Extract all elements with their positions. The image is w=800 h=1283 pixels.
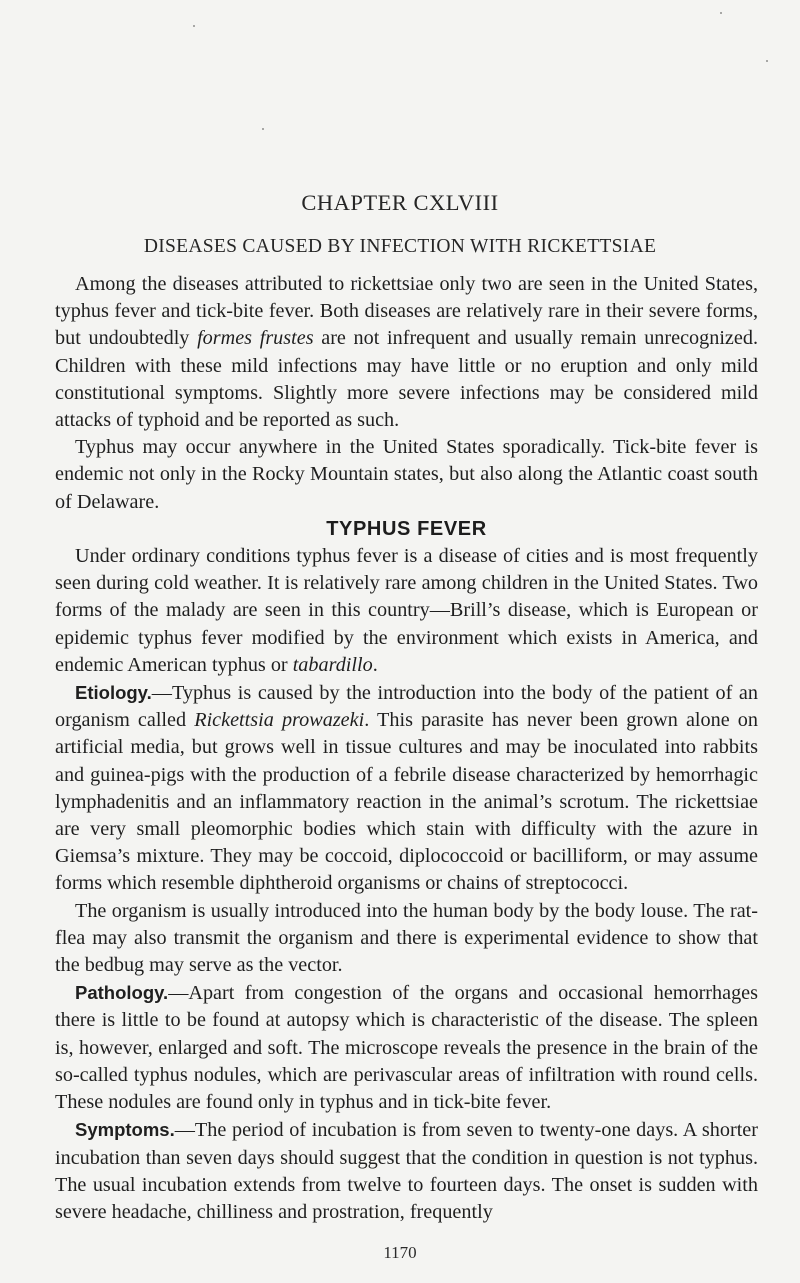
- section-heading: TYPHUS FEVER: [326, 517, 487, 540]
- chapter-number: CHAPTER CXLVIII: [301, 190, 499, 215]
- paragraph: Typhus may occur anywhere in the United States sporadically. Tick-bite fever is endemic not only in the Rocky Mountain states, but also along the Atlantic coast south of Delaware.: [55, 436, 758, 513]
- runin-heading: Pathology.: [75, 982, 169, 1004]
- page-speck: [720, 12, 722, 14]
- runin-heading: Symptoms.: [75, 1119, 175, 1141]
- page-speck: [193, 25, 195, 27]
- page-number: 1170: [383, 1243, 417, 1262]
- body-text: [55, 271, 758, 1226]
- paragraph-symptoms: Symptoms.—The period of incubation is from seven to twenty-one days. A shorter incubation than seven days should suggest that the condition in question is not typhus. The usual incubation extends from twelve to fourteen days. The onset is sudden with severe headache, chilliness and prostration, frequently: [55, 1119, 758, 1223]
- paragraph: The organism is usually introduced into the human body by the body louse. The rat-flea may also transmit the organism and there is experimental evidence to show that the bedbug may serve as the vector.: [55, 899, 758, 977]
- paragraph: Among the diseases attributed to rickettsiae only two are seen in the United States, typhus fever and tick-bite fever. Both diseases are relatively rare in their severe forms, but undoubtedly formes frustes are not infrequent and usually remain unrecognized. Children with these mild infections may have little or no eruption and only mild constitutional symptoms. Slightly more severe infections may be considered mild attacks of typhoid and be reported as such.: [55, 273, 758, 432]
- page-speck: [262, 128, 264, 130]
- runin-heading: Etiology.: [75, 682, 152, 704]
- page-speck: [766, 60, 768, 62]
- paragraph-etiology: Etiology.—Typhus is caused by the introduction into the body of the patient of an organism called Rickettsia prowazeki. This parasite has never been grown alone on artificial media, but grows well in tissue cultures and may be inoculated into rabbits and guinea-pigs with the production of a febrile disease characterized by hemorrhagic lymphadenitis and an inflammatory reaction in the animal’s scrotum. The rickettsiae are very small pleomorphic bodies which stain with difficulty with the azure in Giemsa’s mixture. They may be coccoid, diplococcoid or bacilliform, or may assume forms which resemble diphtheroid organisms or chains of streptococci.: [55, 682, 758, 895]
- paragraph-pathology: Pathology.—Apart from congestion of the organs and occasional hemorrhages there is little to be found at autopsy which is characteristic of the disease. The spleen is, however, enlarged and soft. The microscope reveals the presence in the brain of the so-called typhus nodules, which are perivascular areas of infiltration with round cells. These nodules are found only in typhus and in tick-bite fever.: [55, 982, 758, 1114]
- paragraph: Under ordinary conditions typhus fever is a disease of cities and is most frequently seen during cold weather. It is relatively rare among children in the United States. Two forms of the malady are seen in this country—Brill’s disease, which is European or epidemic typhus fever modified by the environment which exists in America, and endemic American typhus or tabardillo.: [55, 545, 758, 676]
- chapter-title: DISEASES CAUSED BY INFECTION WITH RICKETTSIAE: [143, 236, 657, 257]
